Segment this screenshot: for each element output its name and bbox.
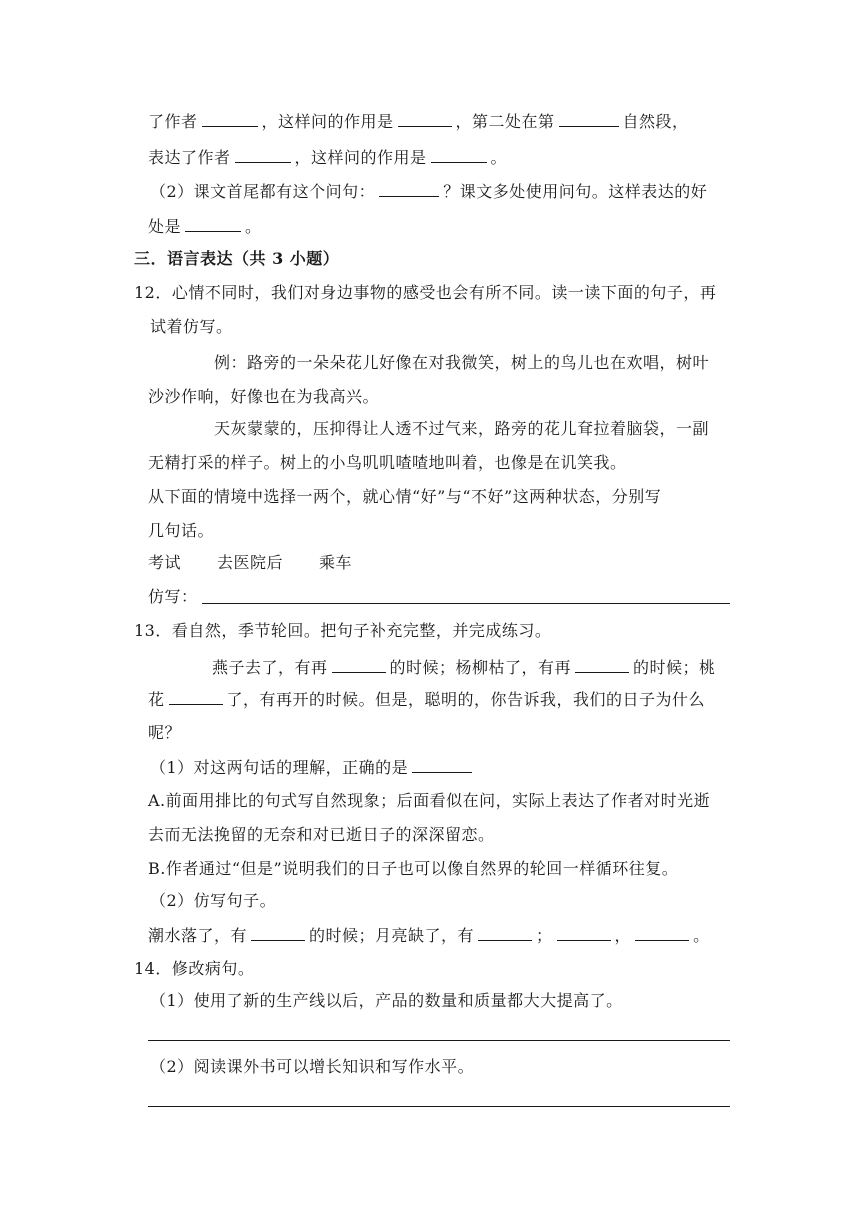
blank[interactable] [478, 924, 532, 941]
options-line [148, 552, 352, 574]
text-line [148, 146, 507, 169]
text: 的时候；桃 [633, 658, 716, 677]
text-line [150, 180, 707, 203]
text-line [150, 756, 476, 779]
text: 。 [490, 148, 508, 167]
blank[interactable] [575, 656, 629, 673]
blank[interactable] [398, 110, 452, 127]
text-line: （2）阅读课外书可以增长知识和写作水平。 [150, 1057, 475, 1076]
text: 潮水落了，有 [148, 926, 248, 945]
example-line: 沙沙作响，好像也在为我高兴。 [148, 387, 380, 406]
option-a: A.前面用排比的句式写自然现象；后面看似在问，实际上表达了作者对时光逝 [148, 791, 711, 810]
blank[interactable] [169, 688, 223, 705]
option-ride: 乘车 [319, 553, 353, 572]
blank[interactable] [559, 110, 619, 127]
blank[interactable] [251, 924, 305, 941]
example-line: 天灰蒙蒙的，压抑得让人透不过气来，路旁的花儿耷拉着脑袋，一副 [214, 419, 710, 438]
blank[interactable] [635, 924, 689, 941]
text: ， [614, 926, 632, 945]
imitation-label: 仿写： [148, 587, 198, 606]
option-a-cont: 去而无法挽留的无奈和对已逝日子的深深留恋。 [148, 825, 495, 844]
text-line: （2）仿写句子。 [150, 891, 277, 910]
text: ？课文多处使用问句。这样表达的好 [443, 182, 708, 201]
text: ，这样问的作用是 [261, 112, 394, 131]
text-line: 试着仿写。 [150, 317, 233, 336]
answer-line[interactable] [148, 1040, 730, 1041]
text: 了作者 [148, 112, 198, 131]
text: （1）对这两句话的理解，正确的是 [150, 758, 409, 777]
blank[interactable] [332, 656, 386, 673]
option-hospital: 去医院后 [217, 553, 284, 572]
section-heading: 三．语言表达（共 3 小题） [134, 249, 340, 268]
blank[interactable] [235, 146, 291, 163]
option-b: B.作者通过“但是”说明我们的日子也可以像自然界的轮回一样循环往复。 [148, 859, 679, 878]
text-line: 呢？ [148, 723, 182, 742]
text: 燕子去了，有再 [212, 658, 328, 677]
answer-line[interactable] [202, 603, 730, 604]
question-13: 13．看自然，季节轮回。把句子补充完整，并完成练习。 [134, 621, 552, 640]
text: 自然段， [622, 112, 689, 131]
text-line [148, 215, 262, 238]
option-exam: 考试 [148, 553, 182, 572]
instruction-line: 几句话。 [148, 521, 215, 540]
question-14: 14．修改病句。 [134, 959, 255, 978]
blank[interactable] [557, 924, 611, 941]
question-12: 12．心情不同时，我们对身边事物的感受也会有所不同。读一读下面的句子，再 [134, 283, 717, 302]
text: 了，有再开的时候。但是，聪明的，你告诉我，我们的日子为什么 [226, 690, 706, 709]
blank[interactable] [202, 110, 258, 127]
text: 表达了作者 [148, 148, 231, 167]
blank[interactable] [379, 180, 439, 197]
text: 的时候；月亮缺了，有 [309, 926, 475, 945]
text-line [148, 924, 710, 947]
blank[interactable] [431, 146, 487, 163]
text: （2）课文首尾都有这个问句： [150, 182, 376, 201]
blank[interactable] [185, 215, 241, 232]
text: ，第二处在第 [455, 112, 555, 131]
text: 的时候；杨柳枯了，有再 [389, 658, 572, 677]
blank[interactable] [412, 756, 472, 773]
example-line: 无精打采的样子。树上的小鸟叽叽喳喳地叫着，也像是在讥笑我。 [148, 453, 627, 472]
example-line: 例：路旁的一朵朵花儿好像在对我微笑，树上的鸟儿也在欢唱，树叶 [214, 353, 710, 372]
text: ； [536, 926, 553, 945]
text: 处是 [148, 217, 182, 236]
text: 花 [148, 690, 165, 709]
text: 。 [693, 926, 710, 945]
text-line [148, 110, 689, 133]
text-line: （1）使用了新的生产线以后，产品的数量和质量都大大提高了。 [150, 991, 623, 1010]
text-line [148, 688, 705, 711]
text-line [212, 656, 716, 679]
instruction-line: 从下面的情境中选择一两个，就心情“好”与“不好”这两种状态，分别写 [148, 487, 662, 506]
text: 。 [245, 217, 262, 236]
text: ，这样问的作用是 [294, 148, 427, 167]
answer-line[interactable] [148, 1106, 730, 1107]
